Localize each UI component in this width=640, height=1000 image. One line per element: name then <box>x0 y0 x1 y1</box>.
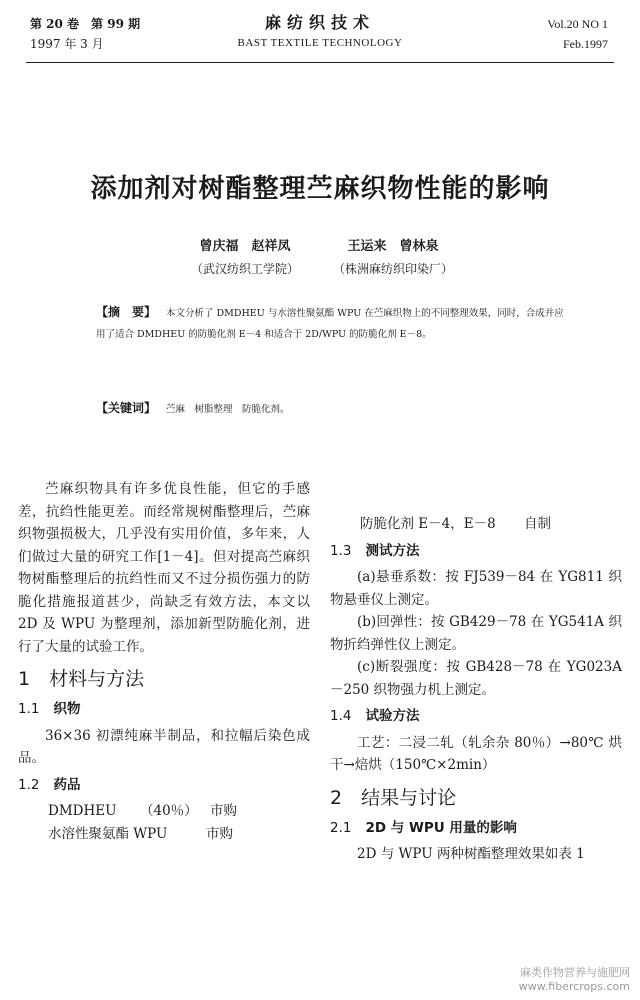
volume-info <box>547 14 608 54</box>
chemical-source: 市购 <box>210 803 237 819</box>
author-names-1: 曾庆福 赵祥凤 <box>199 239 291 254</box>
subsection-1-1 <box>18 698 310 721</box>
affiliation-1: （武汉纺织工学院） <box>190 262 299 276</box>
article-title: 添加剂对树酯整理苎麻织物性能的影响 <box>90 174 550 204</box>
section-2-number: 2 <box>330 786 343 809</box>
test-drape: (a)悬垂系数：按 FJ539－84 在 YG811 织物悬垂仪上测定。 <box>330 569 622 608</box>
subsection-1-2-title: 药品 <box>53 776 81 793</box>
chemical-concentration: （40％） <box>140 803 198 819</box>
author-names-2: 王运来 曾林泉 <box>347 239 439 254</box>
issue-date: 1997 年 3 月 <box>30 37 104 51</box>
chemical-row-1 <box>18 800 310 823</box>
subsection-1-4-number: 1.4 <box>330 708 352 724</box>
subsection-2-1-number: 2.1 <box>330 819 352 836</box>
site-watermark <box>519 966 630 994</box>
results-paragraph: 2D 与 WPU 两种树酯整理效果如表 1 <box>357 846 585 862</box>
chemical-row-3 <box>330 513 622 536</box>
header-rule <box>26 62 614 63</box>
subsection-1-4-title: 试验方法 <box>365 708 420 724</box>
chemical-row-2 <box>18 823 310 846</box>
section-1-number: 1 <box>18 668 31 690</box>
chemical-name: DMDHEU <box>48 803 117 819</box>
section-2-title: 结果与讨论 <box>361 786 457 809</box>
chemical-source: 自制 <box>524 516 551 532</box>
subsection-1-1-title: 织物 <box>53 701 81 717</box>
subsection-1-2 <box>18 774 310 797</box>
test-resilience: (b)回弹性：按 GB429－78 在 YG541A 织物折绉弹性仪上测定。 <box>330 614 622 653</box>
process-paragraph: 工艺：二浸二轧（轧余杂 80％）→80℃ 烘干→焙烘（150℃×2min） <box>330 734 622 773</box>
subsection-1-3-title: 测试方法 <box>365 542 420 559</box>
keywords <box>96 398 566 420</box>
left-column <box>18 478 310 845</box>
keywords-label: 【关键词】 <box>96 401 157 415</box>
journal-name-en: BAST TEXTILE TECHNOLOGY <box>237 37 403 49</box>
chemical-source: 市购 <box>206 825 233 842</box>
chemical-name: 水溶性聚氨酯 WPU <box>48 825 168 842</box>
journal-name <box>0 12 640 52</box>
intro-paragraph: 苎麻织物具有许多优良性能，但它的手感差，抗绉性能更差。而经常规树酯整理后，苎麻织物强损极大，几乎没有实用价值，多年来，人们做过大量的研究工作[1－4]。但对提高苎麻织物树酯整理后的抗绉性而又不过分损伤强力的防脆化措施报道甚少，尚缺乏有效方法，本文以 2D 及 WPU 为整理剂，添加新型防脆化剂，进行了大量的试验工作。 <box>18 481 310 655</box>
abstract-label: 【摘 要】 <box>96 305 157 319</box>
section-heading-2 <box>330 783 622 813</box>
journal-name-cn: 麻纺织技术 <box>264 13 375 32</box>
fabric-paragraph: 36×36 初漂纯麻半制品，和拉幅后染色成品。 <box>18 727 310 766</box>
watermark-url: www.fibercrops.com <box>518 980 630 993</box>
volume-number: Vol.20 NO 1 <box>547 17 608 31</box>
volume-date: Feb.1997 <box>563 37 608 51</box>
subsection-1-3-number: 1.3 <box>330 542 352 559</box>
subsection-1-4 <box>330 705 622 728</box>
abstract <box>96 302 566 345</box>
subsection-2-1 <box>330 817 622 840</box>
keywords-text: 苎麻 树脂整理 防脆化剂。 <box>166 404 290 415</box>
right-column <box>330 513 622 866</box>
author-group-1 <box>170 236 320 280</box>
chemical-name: 防脆化剂 E－4，E－8 <box>360 516 496 532</box>
subsection-1-2-number: 1.2 <box>18 776 40 793</box>
issue-number: 第 20 卷 第 99 期 <box>30 17 141 31</box>
abstract-text: 本文分析了 DMDHEU 与水溶性聚氨酯 WPU 在苎麻织物上的不同整理效果，同时，合成并应用了适合 DMDHEU 的防脆化剂 E－4 和适合于 2D/WPU 的防脆化剂 E－8。 <box>96 308 564 340</box>
test-breaking-strength: (c)断裂强度：按 GB428－78 在 YG023A－250 织物强力机上测定。 <box>330 659 622 698</box>
subsection-1-3 <box>330 540 622 563</box>
section-1-title: 材料与方法 <box>49 668 145 690</box>
author-group-2 <box>318 236 468 280</box>
author-block <box>0 236 640 280</box>
section-heading-1 <box>18 664 310 694</box>
watermark-name: 麻类作物营养与施肥网 <box>520 966 630 979</box>
affiliation-2: （株洲麻纺织印染厂） <box>332 262 453 276</box>
subsection-2-1-title: 2D 与 WPU 用量的影响 <box>365 819 517 836</box>
subsection-1-1-number: 1.1 <box>18 701 40 717</box>
journal-header <box>0 8 640 68</box>
